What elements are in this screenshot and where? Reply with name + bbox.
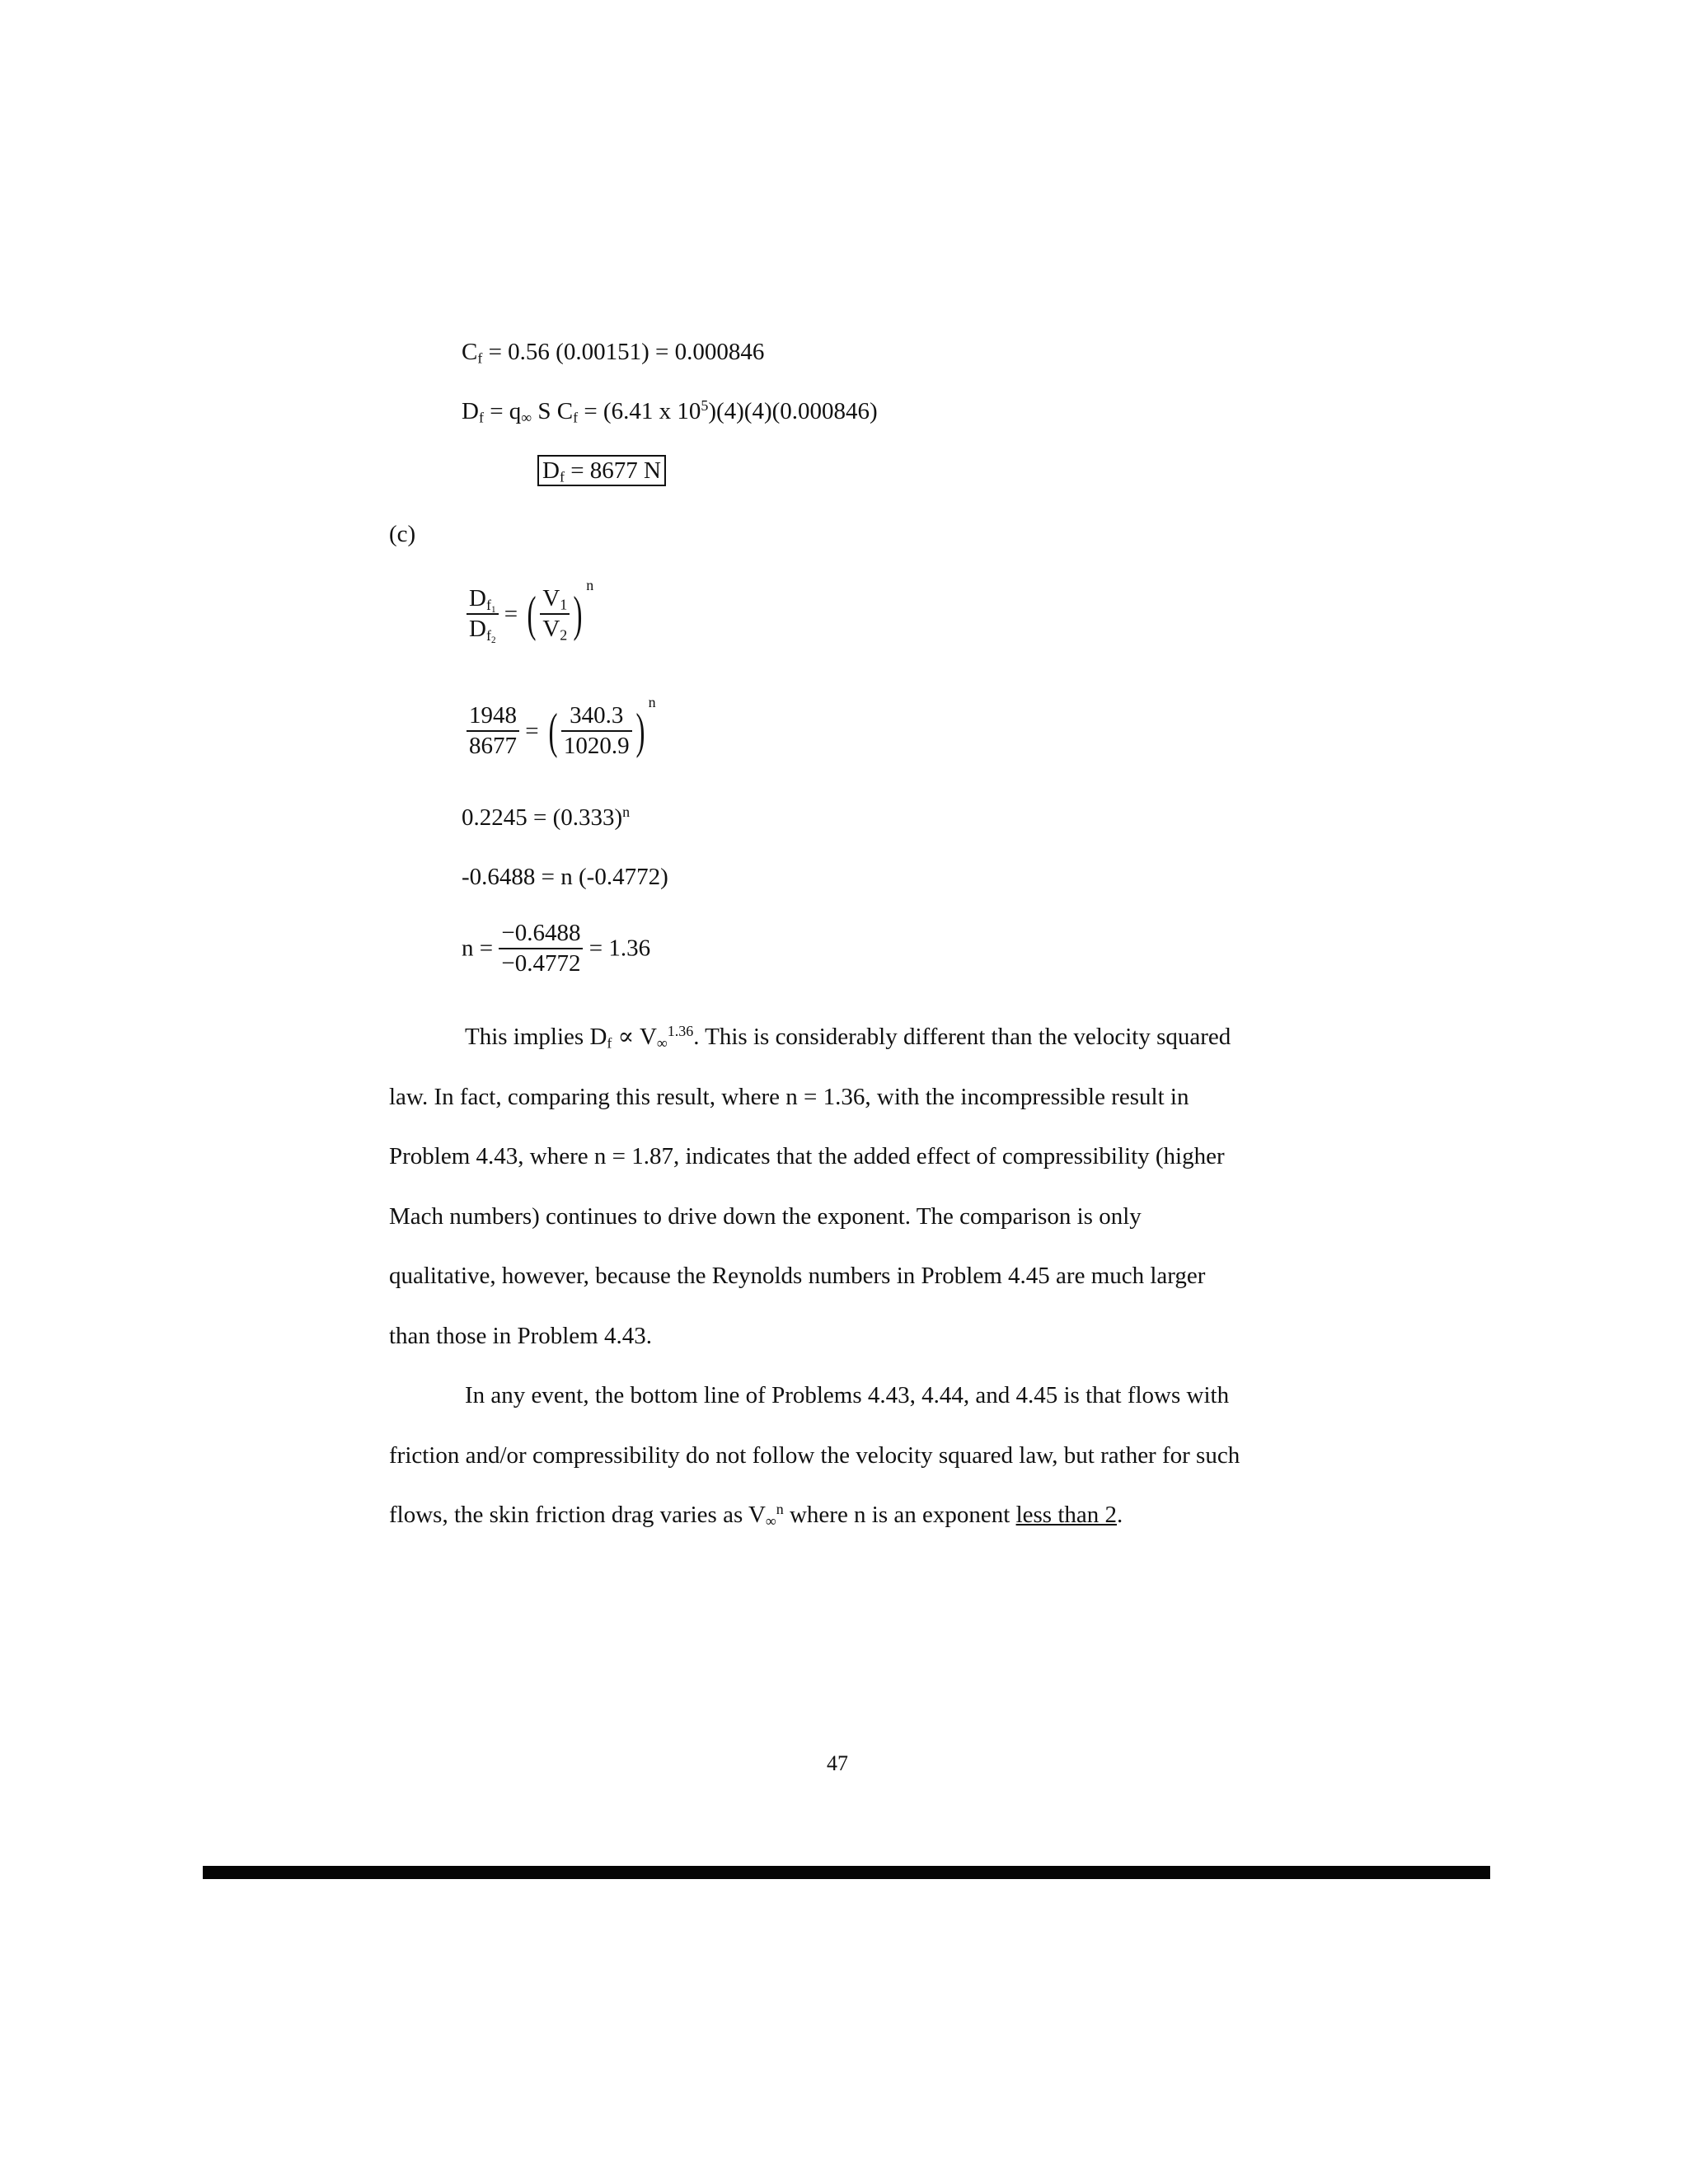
paragraph-conclusion-1: This implies $D_f \propto V_\infty^{1.36}$. This is considerably different than the velocity squared law. In fact, comparing this result, where n = 1.36, with the incompressible result in Problem 4.43, where n = 1.87, indicates that the added effect of compressibility (higher Mach numbers) continues to drive down the exponent. The comparison is only qualitative, however, because the Reynolds numbers in Problem 4.45 are much larger than those in Problem 4.43. [389, 1023, 1231, 1349]
equation-drag-ratio: $\frac{D_{f_1}}{D_{f_2}}$ = ( $\frac{V_1}{V_2}$ )$^n$ [467, 585, 593, 641]
equation-df: $D_f = q_\infty$ S $C_f = (6.41$ x $10^5)(4)(4)(0.000846)$ [462, 397, 878, 426]
equation-drag-ratio-numeric: $\frac{1948}{8677}$ = ( $\frac{340.3}{1020.9}$ )$^n$ [467, 702, 656, 758]
boxed-result-df: $D_f = 8677$ N [537, 459, 666, 483]
equation-n-solution: n = $\frac{-0.6488}{-0.4772}$ = 1.36 [462, 920, 651, 977]
part-label-c: (c) [389, 521, 416, 547]
equation-log-step-2: -0.6488 = n (-0.4772) [462, 864, 668, 890]
page-number: 47 [827, 1751, 848, 1775]
equation-log-step-1: $0.2245 = (0.333)^n$ [462, 804, 631, 831]
fraction-drag: $\frac{D_{f_1}}{D_{f_2}}$ [467, 587, 499, 641]
fraction-velocity: $\frac{V_1}{V_2}$ [540, 587, 570, 641]
equation-cf: $C_f = 0.56$ (0.00151) = 0.000846 [462, 339, 765, 367]
paragraph-conclusion-2: In any event, the bottom line of Problems 4.43, 4.44, and 4.45 is that flows with friction and/or compressibility do not follow the velocity squared law, but rather for such flows, the skin friction drag varies as $V_\infty^n$ where n is an exponent less than 2. [389, 1382, 1240, 1530]
footer-rule [203, 1866, 1490, 1879]
